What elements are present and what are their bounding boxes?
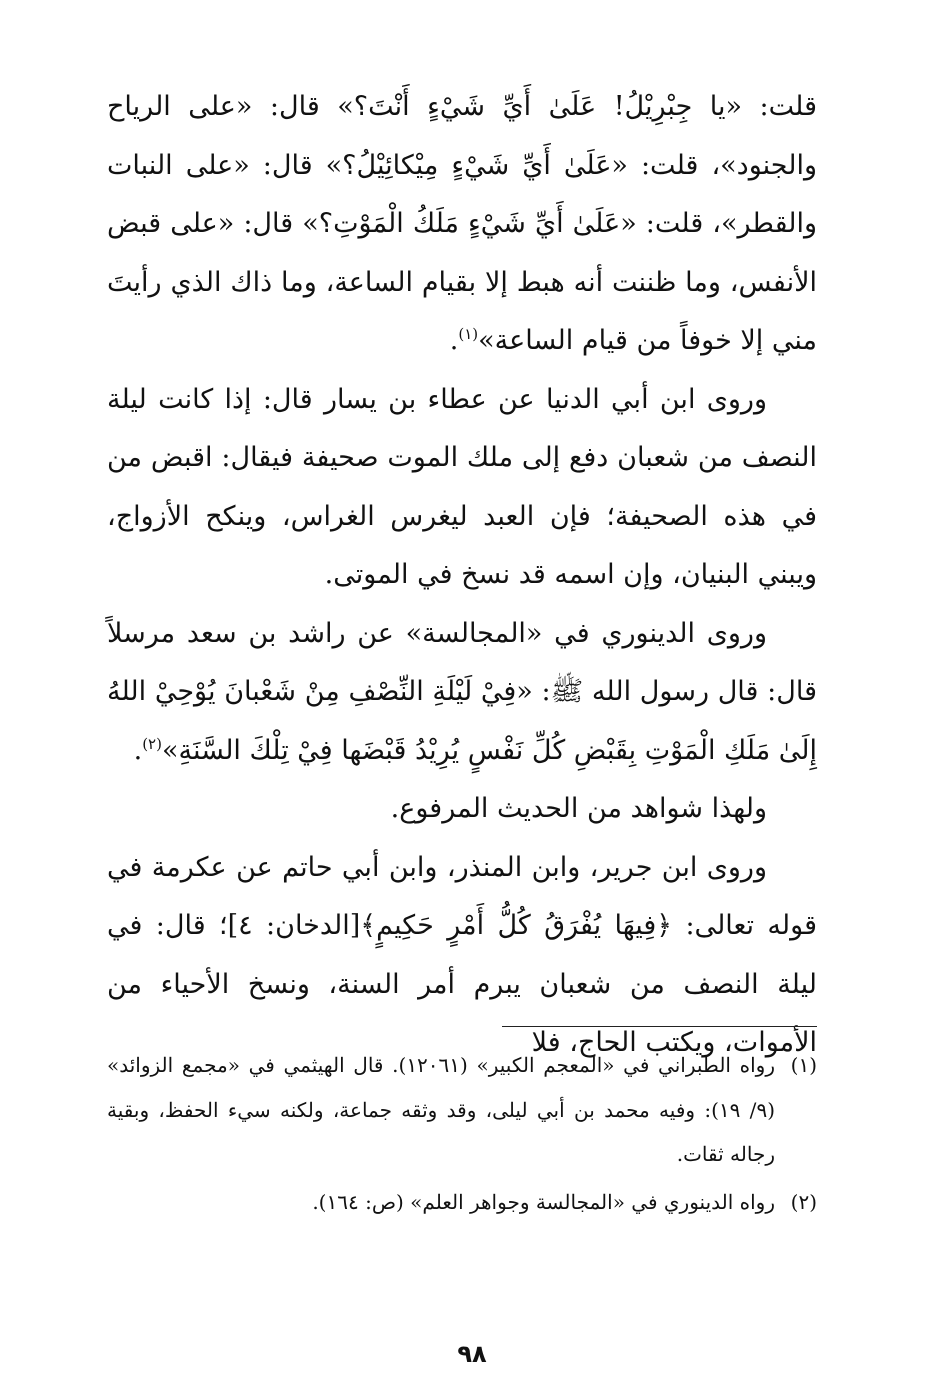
- footnote-1-number: (١): [790, 1053, 817, 1077]
- paragraph-3-text: وروى الدينوري في «المجالسة» عن راشد بن سعد مرسلاً قال: قال رسول الله ﷺ: «فِيْ لَيْلَةِ النِّصْفِ مِنْ شَعْبانَ يُوْحِيْ اللهُ إِلَىٰ مَلَكِ الْمَوْتِ بِقَبْضِ كُلِّ نَفْسٍ يُرِيْدُ قَبْضَها فِيْ تِلْكَ السَّنَةِ»: [107, 617, 817, 766]
- paragraph-2-text: وروى ابن أبي الدنيا عن عطاء بن يسار قال: إذا كانت ليلة النصف من شعبان دفع إلى ملك الموت صحيفة فيقال: اقبض من في هذه الصحيفة؛ فإن العبد ليغرس الغراس، وينكح الأزواج، ويبني البنيان، وإن اسمه قد نسخ في الموتى.: [107, 383, 817, 590]
- page-number: ٩٨: [457, 1340, 487, 1368]
- footnotes: [107, 1043, 817, 1227]
- footnote-2-number: (٢): [790, 1189, 817, 1214]
- paragraph-5: [107, 839, 817, 1073]
- paragraph-2: [107, 371, 817, 605]
- paragraph-3-tail: .: [133, 734, 143, 766]
- footnote-separator: [502, 1026, 817, 1027]
- paragraph-1-tail: .: [449, 325, 459, 356]
- footnote-2: [107, 1180, 817, 1225]
- footnote-2-text: رواه الدينوري في «المجالسة وجواهر العلم» (ص: ١٦٤).: [312, 1189, 775, 1214]
- footnote-ref-1[interactable]: (١): [458, 325, 479, 343]
- footnote-1-text: رواه الطبراني في «المعجم الكبير» (١٢٠٦١). قال الهيثمي في «مجمع الزوائد» (٩/ ١٩): وفيه محمد بن أبي ليلى، وقد وثقه جماعة، ولكنه سيء الحفظ، وبقية رجاله ثقات.: [107, 1053, 775, 1166]
- paragraph-4: [107, 780, 817, 839]
- paragraph-1: [107, 78, 817, 371]
- paragraph-3: [107, 605, 817, 781]
- footnote-1: [107, 1043, 817, 1177]
- footnote-ref-2[interactable]: (٢): [142, 734, 162, 753]
- main-text: [107, 78, 817, 1073]
- paragraph-4-text: ولهذا شواهد من الحديث المرفوع.: [390, 793, 767, 824]
- paragraph-1-text: قلت: «يا جِبْرِيْلُ! عَلَىٰ أَيِّ شَيْءٍ أَنْتَ؟» قال: «على الرياح والجنود»، قلت: «عَلَىٰ أَيِّ شَيْءٍ مِيْكائِيْلُ؟» قال: «على النبات والقطر»، قلت: «عَلَىٰ أَيِّ شَيْءٍ مَلَكُ الْمَوْتِ؟» قال: «على قبض الأنفس، وما ظننت أنه هبط إلا بقيام الساعة، وما ذاك الذي رأيتَ مني إلا خوفاً من قيام الساعة»: [107, 91, 817, 356]
- paragraph-5-text: وروى ابن جرير، وابن المنذر، وابن أبي حاتم عن عكرمة في قوله تعالى: ﴿فِيهَا يُفْرَقُ كُلُّ أَمْرٍ حَكِيمٍ﴾[الدخان: ٤]؛ قال: في ليلة النصف من شعبان يبرم أمر السنة، ونسخ الأحياء من الأموات، ويكتب الحاج، فلا: [107, 851, 817, 1058]
